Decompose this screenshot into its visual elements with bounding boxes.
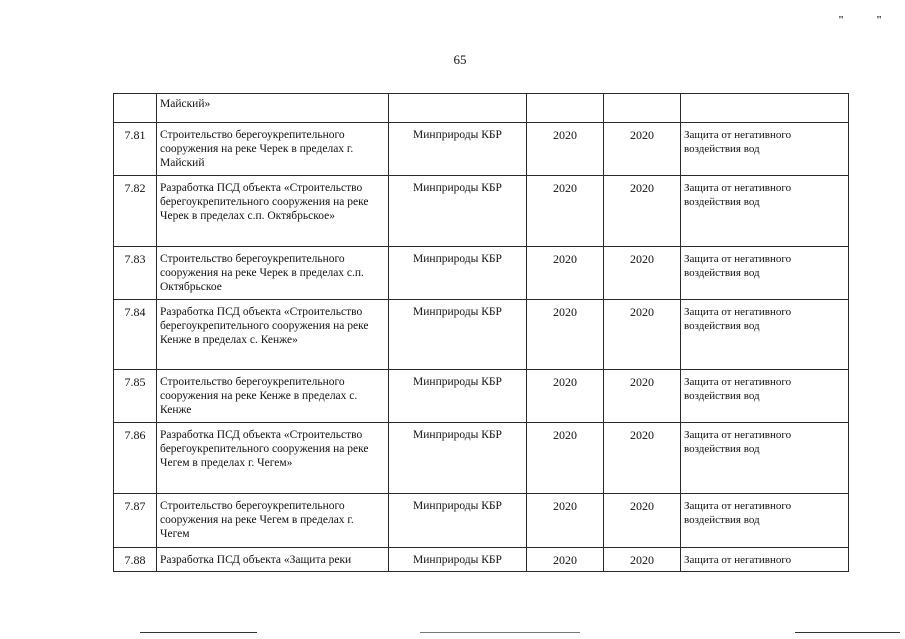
goal: Защита от негативного воздействия вод [681,300,849,370]
measure-name: Разработка ПСД объекта «Строительство берегоукрепительного сооружения на реке Кенже в пределах с. Кенже» [157,300,389,370]
executor: Минприроды КБР [389,247,527,300]
goal: Защита от негативного воздействия вод [681,247,849,300]
measure-name: Разработка ПСД объекта «Защита реки [157,548,389,572]
year-end: 2020 [604,247,681,300]
table-row [114,548,849,572]
row-number: 7.83 [114,247,157,300]
measure-name: Разработка ПСД объекта «Строительство берегоукрепительного сооружения на реке Черек в пределах с.п. Октябрьское» [157,176,389,247]
executor: Минприроды КБР [389,300,527,370]
year-end: 2020 [604,548,681,572]
executor: Минприроды КБР [389,370,527,423]
table-row [114,300,849,370]
table-row [114,494,849,548]
year-end: 2020 [604,423,681,494]
year-start: 2020 [527,247,604,300]
goal: Защита от негативного [681,548,849,572]
goal [681,94,849,123]
corner-mark: " [876,14,884,26]
table-row [114,247,849,300]
goal: Защита от негативного воздействия вод [681,123,849,176]
row-number: 7.87 [114,494,157,548]
page-number: 65 [453,52,467,67]
year-start: 2020 [527,548,604,572]
goal: Защита от негативного воздействия вод [681,494,849,548]
year-end: 2020 [604,494,681,548]
year-start: 2020 [527,423,604,494]
measure-name: Строительство берегоукрепительного сооружения на реке Черек в пределах с.п. Октябрьское [157,247,389,300]
year-start: 2020 [527,370,604,423]
year-end: 2020 [604,300,681,370]
executor: Минприроды КБР [389,176,527,247]
row-number: 7.85 [114,370,157,423]
executor: Минприроды КБР [389,494,527,548]
executor: Минприроды КБР [389,548,527,572]
goal: Защита от негативного воздействия вод [681,176,849,247]
table-row [114,123,849,176]
measure-name: Разработка ПСД объекта «Строительство берегоукрепительного сооружения на реке Чегем в пределах г. Чегем» [157,423,389,494]
year-end: 2020 [604,176,681,247]
measure-name: Строительство берегоукрепительного сооружения на реке Чегем в пределах г. Чегем [157,494,389,548]
measure-name: Строительство берегоукрепительного сооружения на реке Кенже в пределах с. Кенже [157,370,389,423]
measures-table [113,93,849,572]
year-end: 2020 [604,370,681,423]
table-row [114,94,849,123]
year-start: 2020 [527,123,604,176]
scan-artifact-line [795,632,900,633]
row-number: 7.82 [114,176,157,247]
year-end: 2020 [604,123,681,176]
row-number: 7.84 [114,300,157,370]
row-number: 7.88 [114,548,157,572]
year-start: 2020 [527,494,604,548]
row-number: 7.86 [114,423,157,494]
measure-name: Строительство берегоукрепительного сооружения на реке Черек в пределах г. Майский [157,123,389,176]
goal: Защита от негативного воздействия вод [681,370,849,423]
measure-name: Майский» [157,94,389,123]
table-row [114,370,849,423]
corner-mark: " [838,14,846,26]
year-start [527,94,604,123]
year-start: 2020 [527,176,604,247]
goal: Защита от негативного воздействия вод [681,423,849,494]
scan-artifact-line [140,632,257,633]
row-number: 7.81 [114,123,157,176]
year-start: 2020 [527,300,604,370]
table-row [114,423,849,494]
executor: Минприроды КБР [389,423,527,494]
year-end [604,94,681,123]
row-number [114,94,157,123]
table-row [114,176,849,247]
executor: Минприроды КБР [389,123,527,176]
scan-artifact-line [420,632,580,633]
executor [389,94,527,123]
